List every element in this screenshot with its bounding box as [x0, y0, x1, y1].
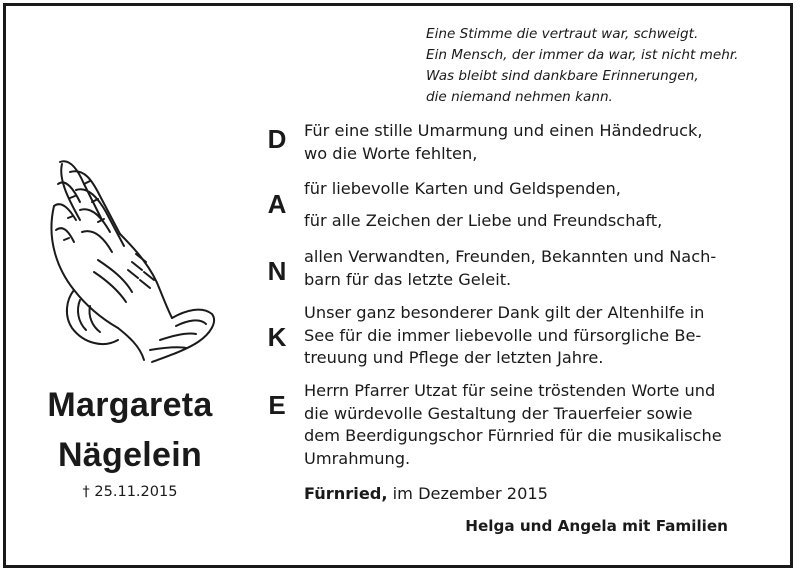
- dank-letter: A: [267, 189, 287, 219]
- thanks-paragraph: [304, 178, 764, 201]
- dank-letter: N: [267, 256, 287, 286]
- text-line: allen Verwandten, Freunden, Bekannten und Nach-: [304, 247, 717, 266]
- thanks-paragraph: [304, 120, 764, 165]
- poem-line: Was bleibt sind dankbare Erinnerungen,: [426, 68, 699, 84]
- text-line: treuung und Pflege der letzten Jahre.: [304, 348, 604, 367]
- text-line: Umrahmung.: [304, 448, 411, 468]
- dank-letter: D: [267, 124, 287, 154]
- poem: [426, 24, 766, 108]
- text-line: dem Beerdigungschor Fürnried für die musikalische: [304, 426, 722, 445]
- deceased-first-name: Margareta: [47, 386, 213, 424]
- signature: Helga und Angela mit Familien: [465, 517, 728, 535]
- text-line: See für die immer liebevolle und fürsorgliche Be-: [304, 325, 702, 345]
- text-line: Unser ganz besonderer Dank gilt der Altenhilfe in: [304, 303, 705, 322]
- thanks-paragraph: [304, 210, 764, 233]
- poem-line: Eine Stimme die vertraut war, schweigt.: [426, 26, 699, 42]
- poem-line: Ein Mensch, der immer da war, ist nicht mehr.: [426, 47, 739, 63]
- death-date: † 25.11.2015: [82, 484, 178, 500]
- text-line: Herrn Pfarrer Utzat für seine tröstenden Worte und: [304, 381, 716, 400]
- thanks-paragraph: [304, 246, 764, 291]
- text-line: barn für das letzte Geleit.: [304, 269, 512, 289]
- text-line: wo die Worte fehlten,: [304, 143, 478, 163]
- place-date: [304, 484, 548, 503]
- place-date-text: im Dezember 2015: [387, 484, 548, 503]
- text-line: die würdevolle Gestaltung der Trauerfeier sowie: [304, 403, 693, 423]
- poem-line: die niemand nehmen kann.: [426, 89, 613, 105]
- dank-letter: E: [268, 390, 286, 420]
- thanks-paragraph: [304, 302, 764, 370]
- place-town: Fürnried,: [304, 484, 388, 503]
- praying-hands-icon: [40, 150, 220, 370]
- thanks-paragraph: [304, 380, 764, 470]
- deceased-last-name: Nägelein: [57, 436, 203, 474]
- dank-letter: K: [267, 322, 287, 352]
- text-line: für alle Zeichen der Liebe und Freundschaft,: [304, 211, 663, 230]
- text-line: Für eine stille Umarmung und einen Händedruck,: [304, 121, 703, 140]
- text-line: für liebevolle Karten und Geldspenden,: [304, 179, 621, 198]
